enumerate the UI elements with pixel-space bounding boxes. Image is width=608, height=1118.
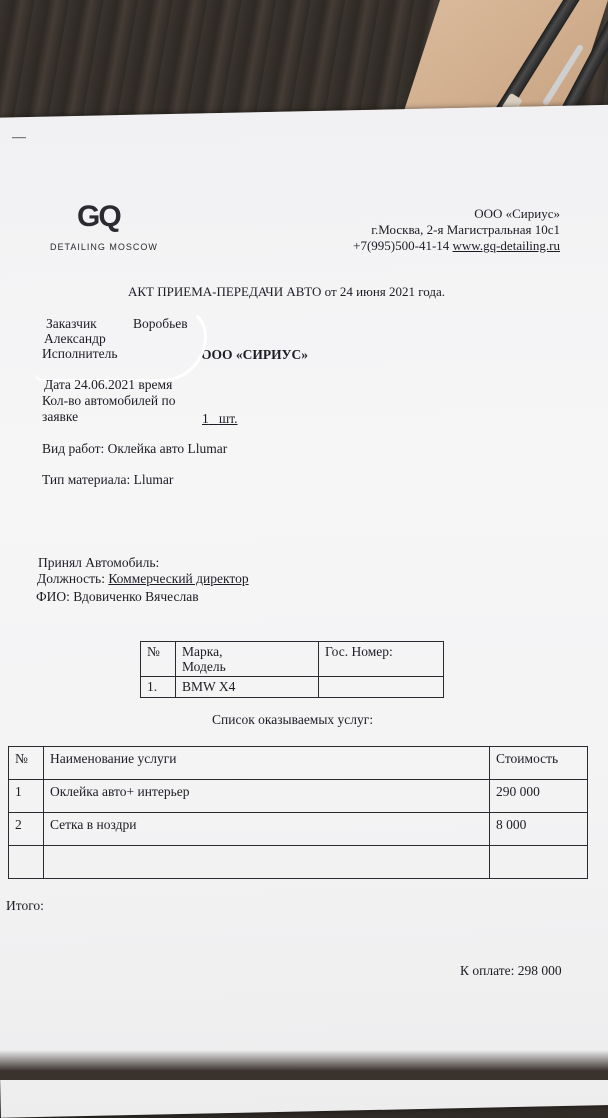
count-label-2: заявке xyxy=(42,409,79,424)
logo-icon: GQ xyxy=(77,200,120,233)
count-number: 1 xyxy=(202,411,209,426)
services-caption: Список оказываемых услуг: xyxy=(212,712,374,727)
date-line: Дата 24.06.2021 время xyxy=(44,377,173,392)
car-cell-model: BMW X4 xyxy=(176,677,319,698)
table-row xyxy=(9,780,588,813)
position-value: Коммерческий директор xyxy=(108,571,249,586)
logo-subtitle: DETAILING MOSCOW xyxy=(50,242,158,252)
svc-cell-price xyxy=(490,846,588,879)
svc-cell-price: 290 000 xyxy=(490,780,588,813)
executor-value: ООО «СИРИУС» xyxy=(201,347,309,362)
company-website: www.gq-detailing.ru xyxy=(452,238,560,253)
acceptance-heading: Принял Автомобиль: xyxy=(38,555,160,570)
count-value xyxy=(202,411,238,427)
count-unit: шт. xyxy=(218,411,238,426)
company-phone: +7(995)500-41-14 xyxy=(353,238,450,253)
svc-cell-number xyxy=(9,846,44,879)
company-address: г.Москва, 2-я Магистральная 10с1 xyxy=(371,222,560,237)
svc-cell-price: 8 000 xyxy=(490,813,588,846)
customer-name: Александр xyxy=(44,331,106,346)
svc-cell-number: 1 xyxy=(9,780,44,813)
position-line xyxy=(37,571,249,587)
table-row xyxy=(9,846,588,879)
handwritten-circle xyxy=(34,306,207,382)
customer-surname: Воробьев xyxy=(133,316,188,331)
car-header-brand xyxy=(176,642,319,677)
work-type: Вид работ: Оклейка авто Llumar xyxy=(42,441,228,456)
total-label: Итого: xyxy=(6,898,44,913)
svc-header-number: № xyxy=(9,747,44,780)
car-table-header xyxy=(141,642,444,677)
services-table xyxy=(8,746,588,879)
svc-header-name: Наименование услуги xyxy=(44,747,490,780)
document-title: АКТ ПРИЕМА-ПЕРЕДАЧИ АВТО от 24 июня 2021 года. xyxy=(128,284,446,299)
svc-cell-name: Сетка в ноздри xyxy=(44,813,490,846)
position-label: Должность: xyxy=(37,571,105,586)
svc-cell-name xyxy=(44,846,490,879)
car-cell-number: 1. xyxy=(141,677,176,698)
car-table xyxy=(140,641,444,698)
svc-header-price: Стоимость xyxy=(490,747,588,780)
fio-line: ФИО: Вдовиченко Вячеслав xyxy=(36,589,199,604)
services-header xyxy=(9,747,588,780)
customer-label: Заказчик xyxy=(46,316,97,331)
company-name: ООО «Сириус» xyxy=(474,206,560,221)
table-row xyxy=(141,677,444,698)
svc-cell-name: Оклейка авто+ интерьер xyxy=(44,780,490,813)
car-header-number: № xyxy=(141,642,176,677)
car-header-plate: Гос. Номер: xyxy=(319,642,444,677)
corner-mark: — xyxy=(12,130,26,145)
company-contacts xyxy=(353,238,560,254)
car-header-brand-2: Модель xyxy=(182,659,226,674)
material-type: Тип материала: Llumar xyxy=(42,472,174,487)
table-row xyxy=(9,813,588,846)
executor-label: Исполнитель xyxy=(42,346,118,361)
payment-total: К оплате: 298 000 xyxy=(460,963,562,978)
svc-cell-number: 2 xyxy=(9,813,44,846)
car-header-brand-1: Марка, xyxy=(182,644,223,659)
count-label-1: Кол-во автомобилей по xyxy=(42,393,176,408)
bottom-shadow xyxy=(0,1050,608,1080)
car-cell-plate xyxy=(319,677,444,698)
